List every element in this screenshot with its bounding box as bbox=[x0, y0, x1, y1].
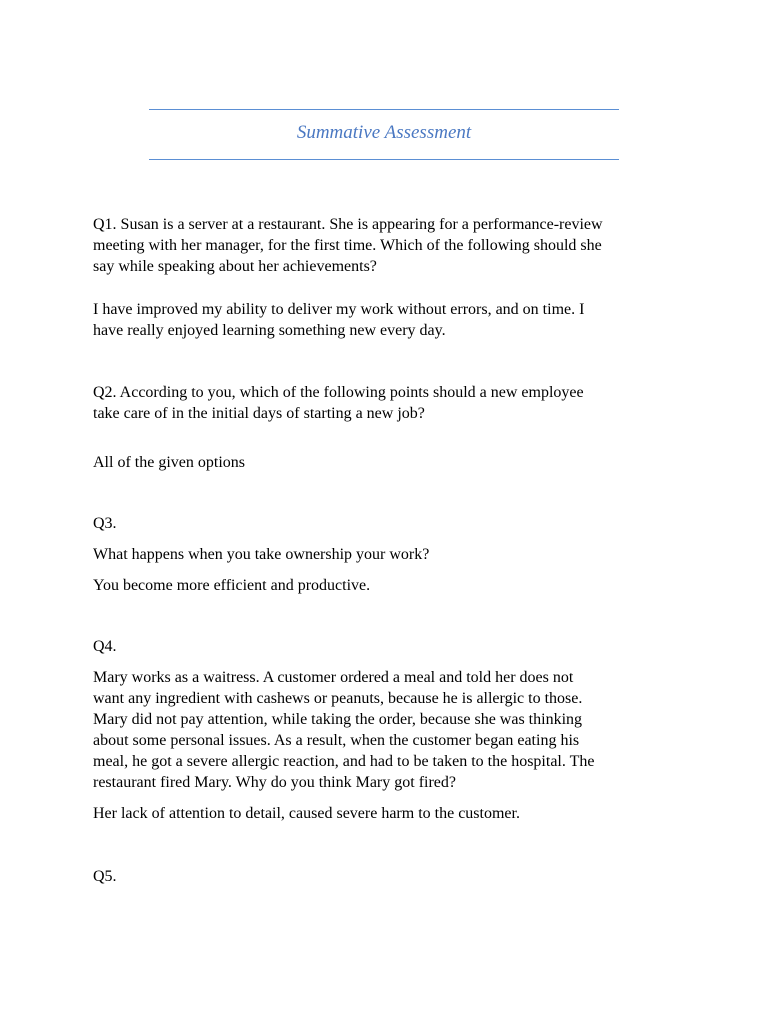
title-rule-bottom bbox=[149, 159, 619, 160]
q2-answer: All of the given options bbox=[93, 454, 245, 471]
document-title: Summative Assessment bbox=[296, 122, 472, 143]
q3-label: Q3. bbox=[93, 515, 117, 532]
q4-answer: Her lack of attention to detail, caused severe harm to the customer. bbox=[93, 805, 520, 822]
q5-label: Q5. bbox=[93, 868, 117, 885]
q1-question: Q1. Susan is a server at a restaurant. She is appearing for a performance-review meeting with her manager, for the first time. Which of the following should she say while speaking about her achievements? bbox=[93, 216, 603, 275]
q3-answer: You become more efficient and productive. bbox=[93, 577, 371, 594]
q4-question: Mary works as a waitress. A customer ordered a meal and told her does not want any ingredient with cashews or peanuts, because he is allergic to those. Mary did not pay attention, while taking the order, because she was thinking about some personal issues. As a result, when the customer began eating his meal, he got a severe allergic reaction, and had to be taken to the hospital. The restaurant fired Mary. Why do you think Mary got fired? bbox=[93, 669, 595, 791]
q1-answer: I have improved my ability to deliver my work without errors, and on time. I have really enjoyed learning something new every day. bbox=[93, 301, 585, 339]
q4-label: Q4. bbox=[93, 638, 117, 655]
q2-question: Q2. According to you, which of the following points should a new employee take care of in the initial days of starting a new job? bbox=[93, 384, 584, 422]
title-rule-top bbox=[149, 109, 619, 110]
q3-question: What happens when you take ownership your work? bbox=[93, 546, 430, 563]
